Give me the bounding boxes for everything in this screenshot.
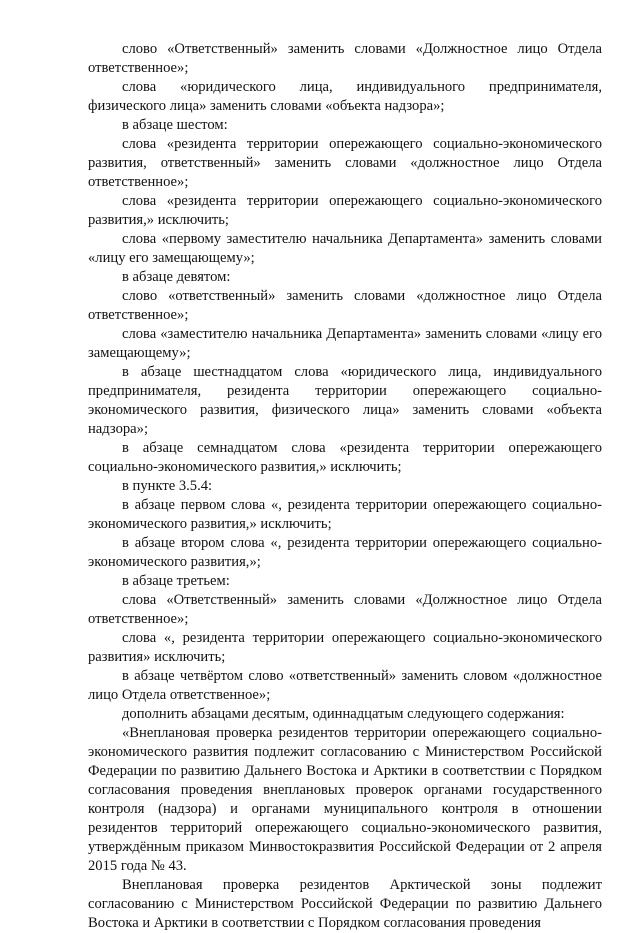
paragraph: слова «Ответственный» заменить словами «Должностное лицо Отдела ответственное»; [88, 592, 602, 627]
paragraph: в пункте 3.5.4: [122, 478, 213, 494]
paragraph: в абзаце четвёртом слово «ответственный» заменить словом «должностное лицо Отдела ответственное»; [88, 668, 602, 703]
paragraph: дополнить абзацами десятым, одиннадцатым следующего содержания: [122, 706, 565, 722]
paragraph: в абзаце шестом: [122, 117, 228, 133]
paragraph: в абзаце семнадцатом слова «резидента территории опережающего социально-экономического развития,» исключить; [88, 440, 602, 475]
paragraph: в абзаце третьем: [122, 573, 230, 589]
paragraph: слова «первому заместителю начальника Департамента» заменить словами «лицу его замещающему»; [88, 231, 602, 266]
paragraph: в абзаце девятом: [122, 269, 231, 285]
paragraph: в абзаце втором слова «, резидента территории опережающего социально-экономического развития,»; [88, 535, 602, 570]
paragraph: слова «, резидента территории опережающего социально-экономического развития» исключить; [88, 630, 602, 665]
paragraph: в абзаце шестнадцатом слова «юридического лица, индивидуального предпринимателя, резидента территории опережающего социально-экономического развития, физического лица» заменить словами «объекта надзора»; [88, 364, 602, 437]
paragraph: слово «Ответственный» заменить словами «Должностное лицо Отдела ответственное»; [88, 41, 602, 76]
document-page [88, 40, 602, 933]
paragraph: слова «резидента территории опережающего социально-экономического развития, ответственный» заменить словами «должностное лицо Отдела ответственное»; [88, 136, 602, 190]
paragraph: слово «ответственный» заменить словами «должностное лицо Отдела ответственное»; [88, 288, 602, 323]
paragraph: слова «заместителю начальника Департамента» заменить словами «лицу его замещающему»; [88, 326, 602, 361]
paragraph: слова «юридического лица, индивидуального предпринимателя, физического лица» заменить словами «объекта надзора»; [88, 79, 602, 114]
paragraph: в абзаце первом слова «, резидента территории опережающего социально-экономического развития,» исключить; [88, 497, 602, 532]
paragraph: «Внеплановая проверка резидентов территории опережающего социально-экономического развития подлежит согласованию с Министерством Российской Федерации по развитию Дальнего Востока и Арктики в соответствии с Порядком согласования проведения внеплановых проверок органами государственного контроля (надзора) и органами муниципального контроля в отношении резидентов территорий опережающего социально-экономического развития, утверждённым приказом Минвостокразвития Российской Федерации от 2 апреля 2015 года № 43. [88, 725, 602, 874]
paragraph: Внеплановая проверка резидентов Арктической зоны подлежит согласованию с Министерством Российской Федерации по развитию Дальнего Востока и Арктики в соответствии с Порядком согласования проведения [88, 877, 602, 931]
paragraph: слова «резидента территории опережающего социально-экономического развития,» исключить; [88, 193, 602, 228]
